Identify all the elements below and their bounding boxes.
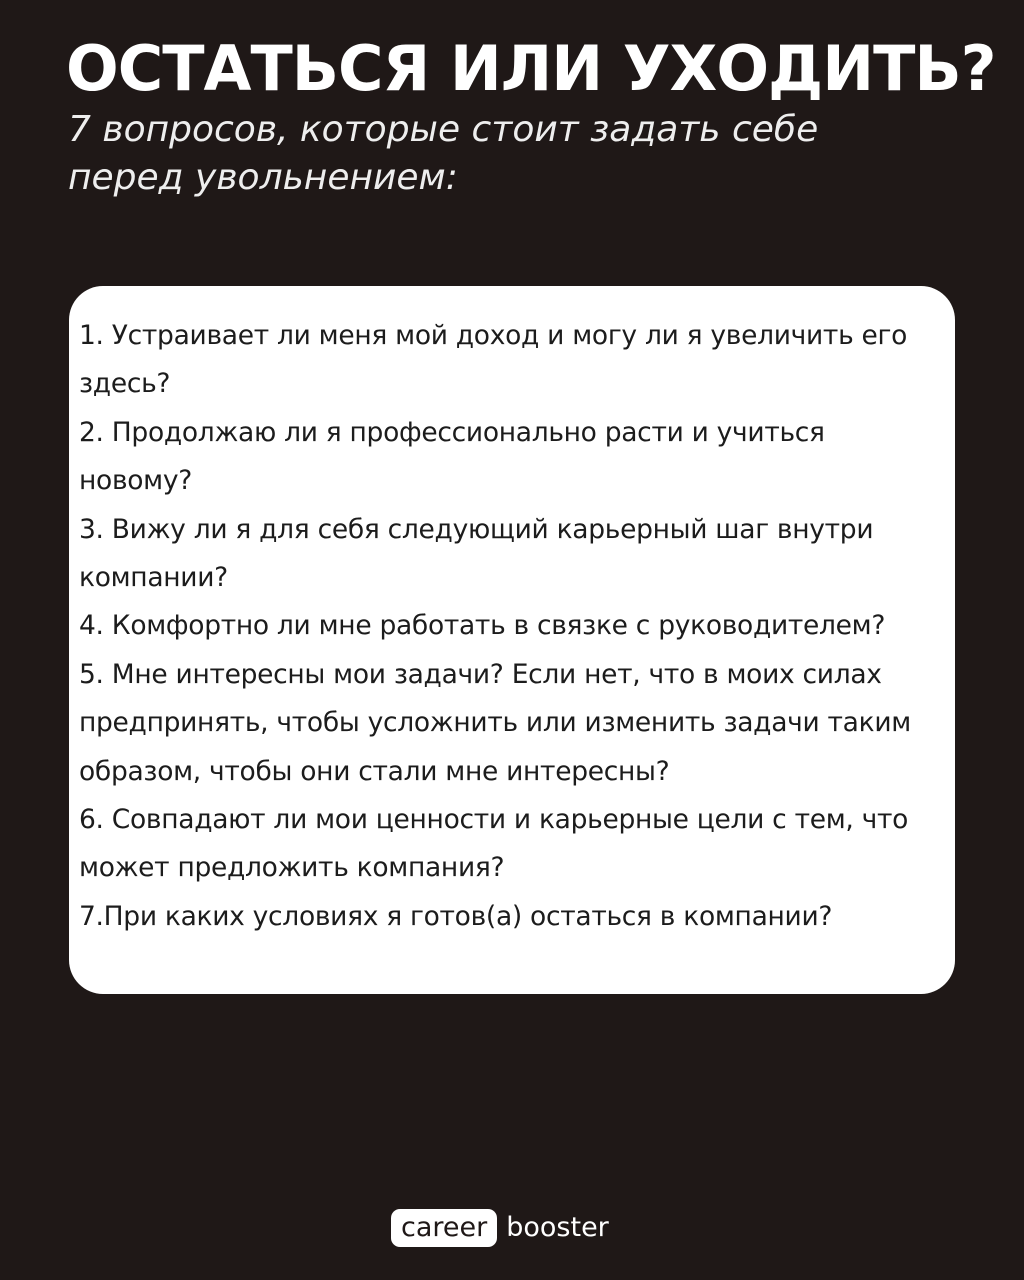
question-item-4: 4. Комфортно ли мне работать в связке с руководителем?: [79, 610, 886, 642]
question-item-2: 2. Продолжаю ли я профессионально расти и учиться новому?: [79, 416, 825, 497]
brand-logo: [391, 1208, 609, 1248]
question-item-7: 7.При каких условиях я готов(а) остаться в компании?: [79, 900, 833, 932]
question-item-6: 6. Совпадают ли мои ценности и карьерные цели с тем, что может предложить компания?: [79, 804, 909, 884]
questions-card: [69, 286, 955, 994]
brand-logo-pill: career: [391, 1209, 497, 1247]
question-item-1: 1. Устраивает ли меня мой доход и могу ли я увеличить его здесь?: [79, 320, 908, 400]
brand-logo-text: booster: [506, 1212, 609, 1243]
page-title: ОСТАТЬСЯ ИЛИ УХОДИТЬ?: [66, 32, 996, 105]
question-item-3: 3. Вижу ли я для себя следующий карьерный шаг внутри компании?: [79, 513, 874, 594]
questions-list: [79, 312, 945, 941]
question-item-5: 5. Мне интересны мои задачи? Если нет, что в моих силах предпринять, чтобы усложнить или изменить задачи таким образом, чтобы они стали мне интересны?: [79, 658, 911, 787]
page-subtitle: 7 вопросов, которые стоит задать себе перед увольнением:: [68, 109, 819, 198]
